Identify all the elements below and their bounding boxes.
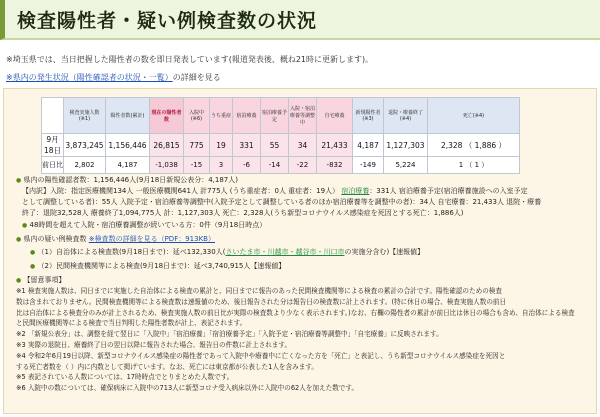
table-header: 宿泊療養予定 xyxy=(261,98,289,134)
note-text: ※1 検査実施人数は、同日までに実施した自治体による検査の累計と、同日までに報告のあった民間検査機関等による検査の累計の合計です。陽性確認のための検査 xyxy=(16,287,502,295)
table-header: 宿泊療養 xyxy=(233,98,261,134)
table-row xyxy=(42,134,520,157)
bullet-icon: ● xyxy=(16,177,22,184)
note-text: 比は自治体による検査分のみが計上されるため、検査実施人数の前日比が実際の検査数より少なく表示されます。)なお、右欄の陽性者の累計が前日比は休日の場合も含め、自治体による検査 xyxy=(16,308,575,317)
table-header: 現在の陽性者数 xyxy=(150,98,184,134)
table-header: 入院・宿泊療養等調整中 xyxy=(289,98,317,134)
table-cell: 4,187 xyxy=(106,157,150,174)
adjustment-text: 48時間を超えて入院・宿泊療養調整が続いている方：0件（9月18日時点） xyxy=(29,221,267,229)
positive-count-text: 県内の陽性確認者数：1,156,446人(9月18日新規公表分：4,187人) xyxy=(23,176,238,184)
table-cell: 26,815 xyxy=(150,134,184,157)
status-table xyxy=(41,97,520,174)
hotel-care-link[interactable]: 宿泊療養 xyxy=(341,187,370,195)
bullet-icon: ● xyxy=(16,277,22,284)
breakdown-line xyxy=(16,186,528,197)
page-title: 検査陽性者・疑い例検査数の状況 xyxy=(17,9,318,32)
note-text: ※6 入院中の数については、確保病床に入院中の713人に新型コロナ受入病床以外に入院中の62人を加えた数です。 xyxy=(16,384,359,393)
table-cell: 19 xyxy=(210,134,233,157)
bullet-icon: ● xyxy=(16,236,22,243)
notes-title-line xyxy=(16,275,65,286)
table-header: 入院中(※6) xyxy=(184,98,210,134)
municipal-tests-line xyxy=(16,247,424,258)
table-cell: -14 xyxy=(261,157,289,174)
cities-link[interactable]: さいたま市・川越市・越谷市・川口市 xyxy=(225,248,345,256)
municipal-tests-suffix: の実施分含む)【速報値】 xyxy=(344,248,425,256)
update-note: ※埼玉県では、当日把握した陽性者の数を即日発表しています(報道発表後、概ね21時に更新します)。 xyxy=(6,55,374,64)
table-cell: 3,873,245 xyxy=(64,134,106,157)
table-cell: 21,433 xyxy=(317,134,353,157)
table-cell: -15 xyxy=(184,157,210,174)
note-text: ※4 令和2年6月19日以降、新型コロナウイルス感染症の陽性者であって入院中や療養中に亡くなった方を「死亡」と表記し、うち新型コロナウイルス感染症を死因と xyxy=(16,351,506,360)
municipal-tests-text: （1）自治体による検査数(9月18日まで)：延べ132,330人( xyxy=(37,248,226,256)
table-header-row xyxy=(42,98,520,134)
table-header xyxy=(42,98,64,134)
table-row xyxy=(42,157,520,174)
table-cell: 1,156,446 xyxy=(106,134,150,157)
bullet-icon: ● xyxy=(30,263,36,270)
table-cell: 1,127,303 xyxy=(384,134,428,157)
detail-link-line xyxy=(6,72,221,83)
row-label: 前日比 xyxy=(42,157,64,174)
table-cell: 5,224 xyxy=(384,157,428,174)
table-cell: 2,802 xyxy=(64,157,106,174)
detail-link-suffix: の詳細を見る xyxy=(172,73,221,82)
bullet-icon: ● xyxy=(22,222,28,229)
breakdown-text: 【内訳】入院：指定医療機関134人 一般医療機関641人 計775人 (うち重症者：0人 重症者：19人） xyxy=(22,187,342,195)
table-header: 新規陽性者(※3) xyxy=(353,98,384,134)
notes-block xyxy=(16,286,588,394)
row-label: 9月18日 xyxy=(42,134,64,157)
suspected-tests-line xyxy=(16,234,215,245)
table-cell: 55 xyxy=(261,134,289,157)
page-title-bar xyxy=(0,0,600,40)
table-cell: -6 xyxy=(233,157,261,174)
breakdown-text-cont: ：331人 宿泊療養予定(宿泊療養施設への入室予定 xyxy=(369,187,528,195)
private-tests-line xyxy=(16,261,285,272)
table-cell: 1 （ 1 ） xyxy=(428,157,520,174)
table-cell: 2,328 （ 1,886 ） xyxy=(428,134,520,157)
note-text: 数は含まれておりません。民間検査機関等による検査数は速報値のため、後日報告された分は報告日の検査数に計上されます。(特に休日の場合、検査実施人数の前日 xyxy=(16,297,507,306)
table-header: うち重症 xyxy=(210,98,233,134)
note-text: と民間医療機関等による検査で当日判明した陽性者数が計上、表記されます。 xyxy=(16,319,247,328)
private-tests-text: （2）民間検査機関等による検査(9月18日まで)：延べ3,740,915人【速報値】 xyxy=(37,262,286,270)
table-cell: -832 xyxy=(317,157,353,174)
table-header: 検査実施人数(※1) xyxy=(64,98,106,134)
table-header: 退院・療養終了(※4) xyxy=(384,98,428,134)
note-text: ※2 「新規公表分」は、調整を経て翌日に「入院中」「宿泊療養」「宿泊療養予定」「入院予定・宿泊療養等調整中」「自宅療養」に反映されます。 xyxy=(16,330,443,339)
notes-title: 【留意事項】 xyxy=(23,276,66,284)
table-cell: 34 xyxy=(289,134,317,157)
note-text: ※3 実際の退院日、療養終了日の翌日以降に報告された場合、報告日の件数に計上されます。 xyxy=(16,340,292,349)
bullet-icon: ● xyxy=(30,249,36,256)
adjustment-line xyxy=(16,220,266,231)
table-header: 自宅療養 xyxy=(317,98,353,134)
table-header: 死亡(※4) xyxy=(428,98,520,134)
status-panel xyxy=(3,88,597,414)
table-header: 陽性者数(累計) xyxy=(106,98,150,134)
test-details-pdf-link[interactable]: ※検査数の詳細を見る（PDF：913KB） xyxy=(88,235,215,243)
breakdown-line-2: として調整している者)：55人 入院予定・宿泊療養等調整中(入院予定として調整している者のほか宿泊療養等を調整中の者)：34人 自宅療養：21,433人 退院・療養 xyxy=(22,198,542,206)
table-cell: -149 xyxy=(353,157,384,174)
suspected-tests-label: 県内の疑い例検査数 xyxy=(23,235,87,243)
outbreak-status-link[interactable]: ※県内の発生状況（陽性確認者の状況・一覧） xyxy=(6,73,173,82)
note-text: する死亡者数を（ ）内に内数として掲げています。なお、死亡には東京都が公表した1人を含みます。 xyxy=(16,362,318,371)
breakdown-line-3: 終了：退院32,528人 療養終了1,094,775人 計：1,127,303人 死亡：2,328人(うち新型コロナウイルス感染症を死因とする死亡：1,886人) xyxy=(22,209,464,217)
table-cell: 775 xyxy=(184,134,210,157)
table-cell: 331 xyxy=(233,134,261,157)
table-cell: 3 xyxy=(210,157,233,174)
table-cell: -22 xyxy=(289,157,317,174)
note-text: ※5 表記されている人数については、17時時点でとりまとめた人数です。 xyxy=(16,373,234,382)
table-cell: 4,187 xyxy=(353,134,384,157)
table-cell: -1,038 xyxy=(150,157,184,174)
positive-count-line xyxy=(16,175,238,186)
